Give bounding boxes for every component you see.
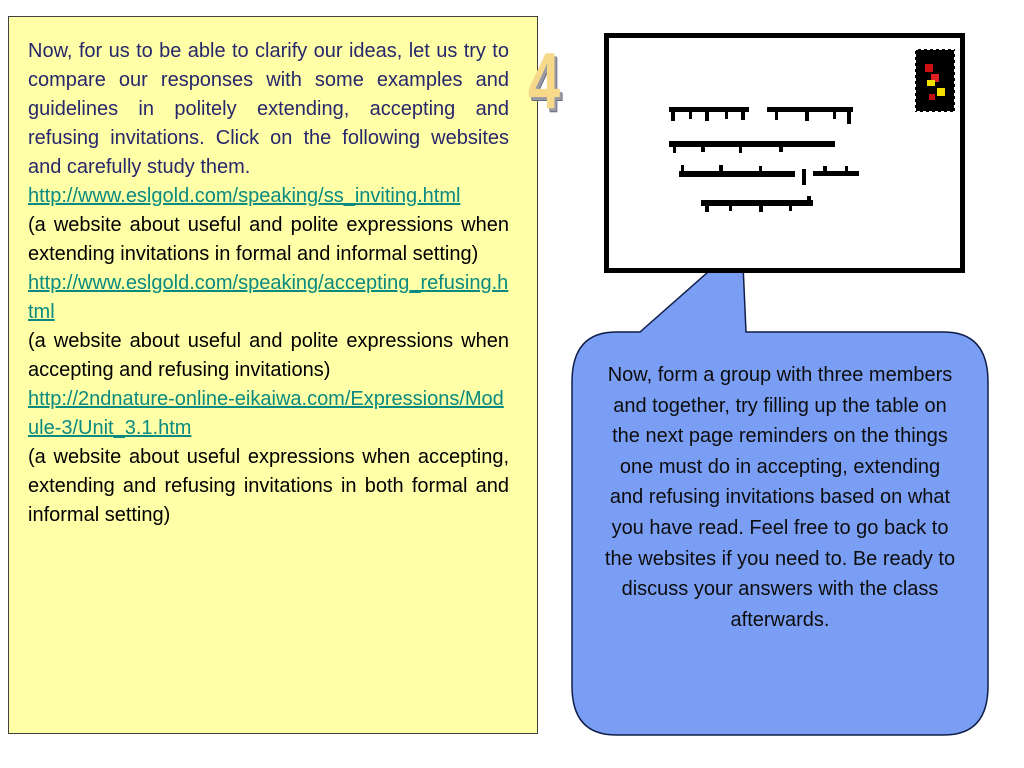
slide-number: 4 <box>528 36 561 125</box>
resource-description-accepting-refusing: (a website about useful and polite expressions when accepting and refusing invitations) <box>28 330 509 381</box>
resource-description-inviting: (a website about useful and polite expressions when extending invitations in formal and informal setting) <box>28 214 509 265</box>
stamp-icon <box>915 49 955 112</box>
instruction-panel <box>8 16 538 734</box>
envelope-address-lines <box>609 38 960 268</box>
resource-link-accepting-refusing[interactable]: http://www.eslgold.com/speaking/accepting_refusing.html <box>28 272 509 323</box>
resource-link-inviting[interactable]: http://www.eslgold.com/speaking/ss_inviting.html <box>28 185 461 207</box>
intro-paragraph: Now, for us to be able to clarify our ideas, let us try to compare our responses with some examples and guidelines in politely extending, accepting and refusing invitations. Click on the following websites and carefully study them. <box>28 40 509 178</box>
speech-bubble-text: Now, form a group with three members and together, try filling up the table on the next page reminders on the things one must do in accepting, extending and refusing invitations based on what you have read. Feel free to go back to the websites if you need to. Be ready to discuss your answers with the class afterwards. <box>604 364 956 631</box>
resource-link-eikaiwa[interactable]: http://2ndnature-online-eikaiwa.com/Expressions/Module-3/Unit_3.1.htm <box>28 388 504 439</box>
resource-description-eikaiwa: (a website about useful expressions when accepting, extending and refusing invitations in both formal and informal setting) <box>28 446 509 526</box>
envelope-picture <box>604 33 965 273</box>
